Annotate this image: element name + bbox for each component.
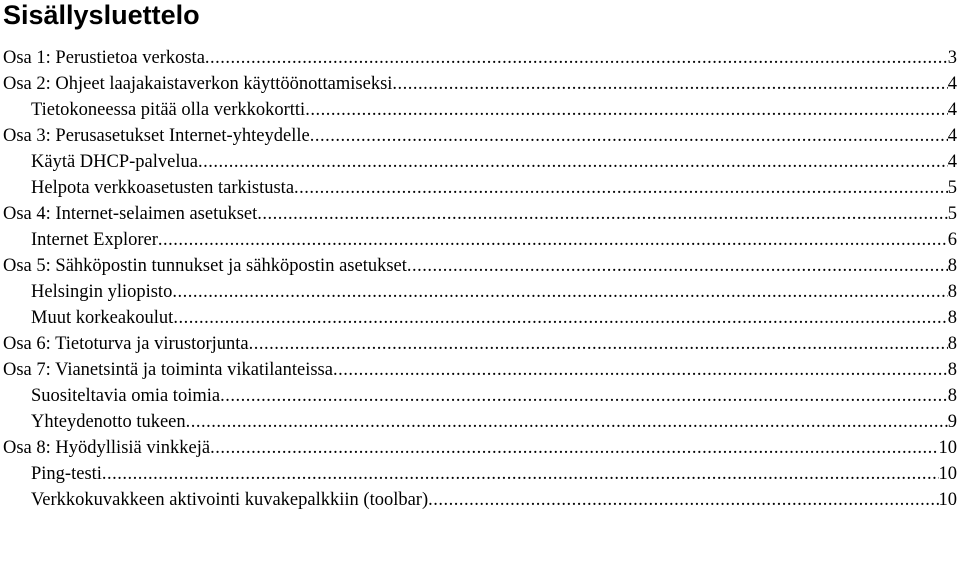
toc-entry-text: Osa 4: Internet-selaimen asetukset [3, 201, 257, 227]
toc-page-number: 4 [947, 100, 957, 120]
toc-page-number: 8 [947, 282, 957, 302]
toc-entry [0, 279, 960, 305]
toc-page-number: 8 [947, 334, 957, 354]
toc-page-number: 8 [947, 360, 957, 380]
toc-dot-leader [257, 201, 947, 227]
toc-entry-text: Osa 6: Tietoturva ja virustorjunta [3, 331, 249, 357]
toc-page-number: 6 [947, 230, 957, 250]
toc-entry-text: Yhteydenotto tukeen [31, 409, 186, 435]
toc-entry-text: Ping-testi [31, 461, 102, 487]
toc-page-number: 10 [938, 464, 957, 484]
toc-entry-text: Helpota verkkoasetusten tarkistusta [31, 175, 294, 201]
toc-dot-leader [310, 123, 948, 149]
toc-page-number: 9 [947, 412, 957, 432]
toc-dot-leader [294, 175, 948, 201]
toc-entry [0, 409, 960, 435]
toc-entry-text: Suositeltavia omia toimia [31, 383, 220, 409]
toc-entry [0, 123, 960, 149]
toc-dot-leader [392, 71, 947, 97]
toc-entry [0, 435, 960, 461]
toc-page-number: 5 [947, 178, 957, 198]
toc-entry-text: Osa 2: Ohjeet laajakaistaverkon käyttöönottamiseksi [3, 71, 392, 97]
toc-dot-leader [249, 331, 948, 357]
toc-entry-text: Käytä DHCP-palvelua [31, 149, 198, 175]
toc-entry [0, 253, 960, 279]
toc-entry [0, 201, 960, 227]
toc-entry [0, 461, 960, 487]
toc-dot-leader [220, 383, 948, 409]
toc-entry-text: Internet Explorer [31, 227, 158, 253]
toc-entry [0, 383, 960, 409]
toc-entry-text: Osa 3: Perusasetukset Internet-yhteydelle [3, 123, 310, 149]
toc-entry [0, 149, 960, 175]
toc-entry-text: Verkkokuvakkeen aktivointi kuvakepalkkiin (toolbar) [31, 487, 428, 513]
toc-entry-text: Helsingin yliopisto [31, 279, 172, 305]
toc-page-number: 3 [947, 48, 957, 68]
toc-title: Sisällysluettelo [3, 0, 200, 30]
toc-entry-text: Osa 8: Hyödyllisiä vinkkejä [3, 435, 210, 461]
toc-entry-text: Tietokoneessa pitää olla verkkokortti [31, 97, 305, 123]
toc-dot-leader [428, 487, 938, 513]
toc-dot-leader [333, 357, 948, 383]
toc-dot-leader [198, 149, 948, 175]
toc-entry [0, 175, 960, 201]
toc-dot-leader [210, 435, 938, 461]
toc-page-number: 5 [947, 204, 957, 224]
toc-page-number: 8 [947, 256, 957, 276]
toc-dot-leader [305, 97, 948, 123]
toc-page-number: 4 [947, 126, 957, 146]
toc-dot-leader [205, 45, 948, 71]
toc-page-number: 4 [947, 74, 957, 94]
toc-entry [0, 487, 960, 513]
toc-entry-text: Osa 1: Perustietoa verkosta [3, 45, 205, 71]
toc-dot-leader [158, 227, 948, 253]
toc-dot-leader [407, 253, 948, 279]
toc-entry [0, 97, 960, 123]
toc-entry [0, 71, 960, 97]
toc-dot-leader [102, 461, 939, 487]
toc-dot-leader [173, 305, 947, 331]
toc-page-number: 8 [947, 308, 957, 328]
toc-entry-text: Osa 5: Sähköpostin tunnukset ja sähköpostin asetukset [3, 253, 407, 279]
toc-entry [0, 45, 960, 71]
toc-dot-leader [186, 409, 948, 435]
toc-entry-text: Osa 7: Vianetsintä ja toiminta vikatilanteissa [3, 357, 333, 383]
toc-entry-text: Muut korkeakoulut [31, 305, 173, 331]
toc-entry [0, 357, 960, 383]
toc-page-number: 10 [938, 438, 957, 458]
toc-list [0, 45, 960, 513]
toc-page-number: 8 [947, 386, 957, 406]
toc-page-number: 4 [947, 152, 957, 172]
toc-entry [0, 305, 960, 331]
toc-dot-leader [172, 279, 947, 305]
toc-entry [0, 331, 960, 357]
toc-entry [0, 227, 960, 253]
toc-page-number: 10 [938, 490, 957, 510]
